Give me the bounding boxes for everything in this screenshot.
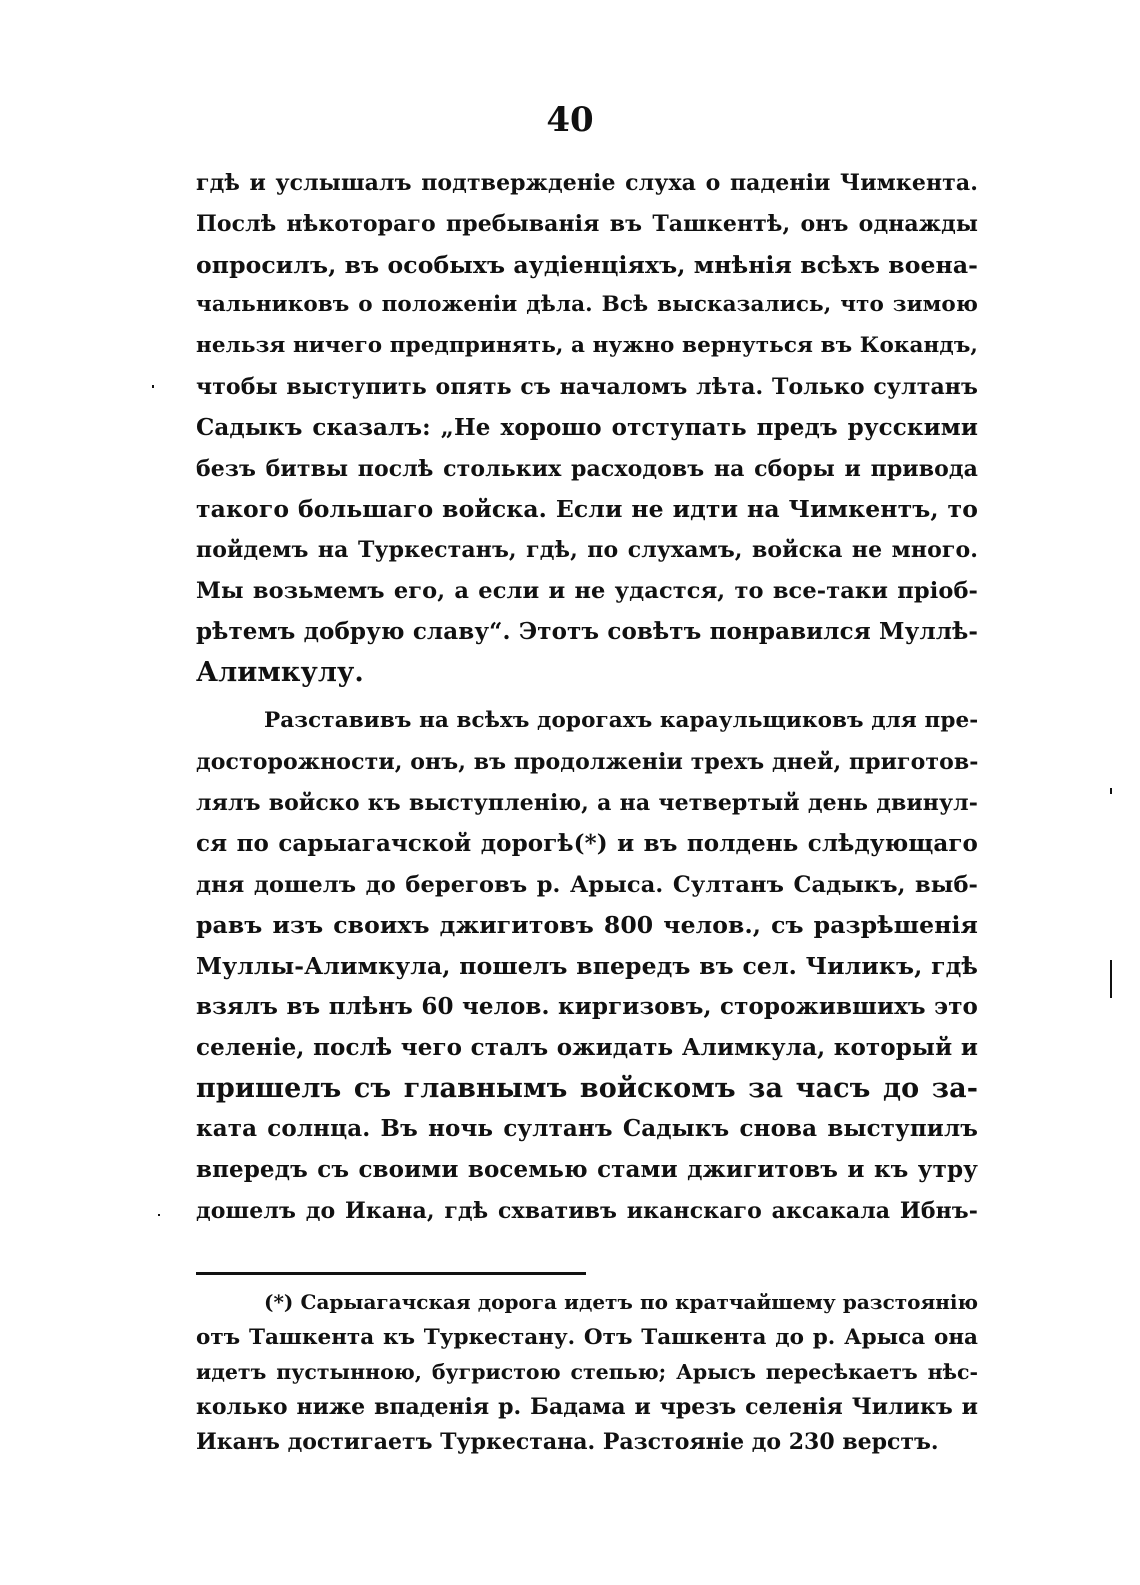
text-line: дошелъ до Икана, гдѣ схвативъ иканскаго аксакала Ибнъ- [196, 1197, 978, 1224]
text-line: равъ изъ своихъ джигитовъ 800 челов., съ разрѣшенія [196, 911, 978, 940]
footnote-line: (*) Сарыагачская дорога идетъ по кратчайшему разстоянію [264, 1290, 978, 1314]
paragraph-gap [196, 693, 978, 701]
text-line: чальниковъ о положеніи дѣла. Всѣ высказались, что зимою [196, 292, 978, 318]
text-line: рѣтемъ добрую славу“. Этотъ совѣтъ понравился Муллѣ- [196, 617, 978, 645]
footnote-divider [196, 1272, 586, 1275]
scan-speck [1110, 788, 1112, 794]
text-line: такого большаго войска. Если не идти на Чимкентъ, то [196, 495, 978, 524]
text-line: гдѣ и услышалъ подтвержденіе слуха о паденіи Чимкента. [196, 170, 978, 196]
text-line: ката солнца. Въ ночь султанъ Садыкъ снова выступилъ [196, 1115, 978, 1143]
text-line: Мы возьмемъ его, а если и не удастся, то все-таки пріоб- [196, 577, 978, 604]
text-line: безъ битвы послѣ стольких расходовъ на сборы и привода [196, 455, 978, 482]
text-line: опросилъ, въ особыхъ аудіенціяхъ, мнѣнія всѣхъ военa- [196, 250, 979, 279]
text-line: взялъ въ плѣнъ 60 челов. киргизовъ, сторожившихъ это [196, 992, 978, 1020]
text-line: досторожности, онъ, въ продолженіи трехъ дней, приготов- [196, 749, 979, 776]
text-line: чтобы выступить опять съ началомъ лѣта. Только султанъ [196, 373, 978, 400]
footnote-line: Иканъ достигаетъ Туркестана. Разстояніе до 230 верстъ. [196, 1429, 939, 1455]
main-text [196, 163, 978, 1232]
footnote-line: идетъ пустынною, бугристою степью; Арысъ пересѣкаетъ нѣс- [196, 1360, 978, 1384]
footnote-line: колько ниже впаденія р. Бадама и чрезъ селенія Чиликъ и [196, 1394, 978, 1420]
text-line: пойдемъ на Туркестанъ, гдѣ, по слухамъ, войска не много. [196, 537, 978, 564]
page-number: 40 [546, 100, 594, 140]
text-line: дня дошелъ до береговъ р. Арыса. Султанъ Садыкъ, выб- [196, 871, 978, 898]
scan-speck [152, 385, 154, 388]
footnote [196, 1285, 978, 1460]
scan-speck [1110, 960, 1112, 998]
text-line: впередъ съ своими восемью стами джигитовъ и къ утру [196, 1156, 978, 1184]
text-line: Разставивъ на всѣхъ дорогахъ караульщиковъ для пре- [264, 708, 979, 734]
text-line: лялъ войско къ выступленію, а на четвертый день двинул- [196, 789, 978, 816]
text-line: Послѣ нѣкотораго пребыванія въ Ташкентѣ, онъ однажды [196, 210, 978, 237]
footnote-line: отъ Ташкента къ Туркестану. Отъ Ташкента до р. Арыса она [196, 1325, 978, 1350]
text-line: нельзя ничего предпринять, а нужно вернуться въ Кокандъ, [196, 333, 978, 359]
text-line: Алимкулу. [196, 656, 364, 688]
text-line: селеніе, послѣ чего сталъ ожидать Алимкула, который и [196, 1033, 978, 1061]
text-line: ся по сарыагачской дорогѣ(*) и въ полдень слѣдующаго [196, 829, 978, 857]
text-line: пришелъ съ главнымъ войскомъ за часъ до за- [196, 1072, 978, 1104]
text-line: Муллы-Алимкула, пошелъ впередъ въ сел. Чиликъ, гдѣ [196, 952, 978, 981]
scan-speck [158, 1214, 160, 1216]
text-line: Садыкъ сказалъ: „Не хорошо отступать предъ русскими [196, 413, 978, 441]
